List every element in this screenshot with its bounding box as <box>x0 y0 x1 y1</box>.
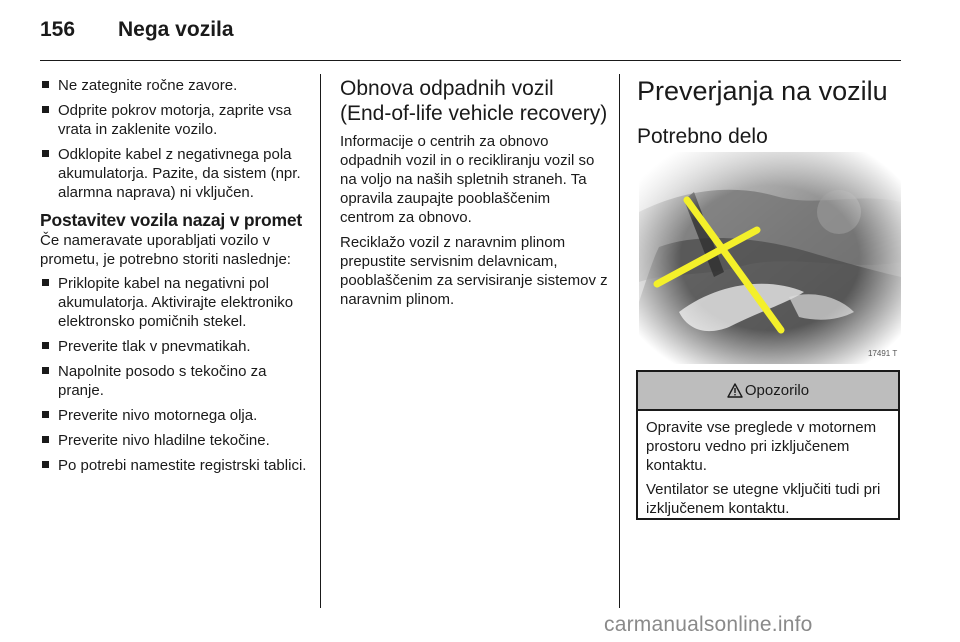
list-item: Po potrebi namestite registrski tablici. <box>40 456 312 475</box>
page-number: 156 <box>40 18 76 41</box>
page-title: Nega vozila <box>118 18 234 41</box>
paragraph: Reciklažo vozil z naravnim plinom prepustite servisnim delavnicam, pooblaščenim za servisiranje sistemov z naravnim plinom. <box>340 234 608 308</box>
list-item: Odprite pokrov motorja, zaprite vsa vrata in zaklenite vozilo. <box>40 101 312 139</box>
warning-body <box>638 411 898 518</box>
section-intro: Če nameravate uporabljati vozilo v prometu, je potrebno storiti naslednje: <box>40 232 291 268</box>
warning-box <box>636 370 900 520</box>
storage-steps-list <box>40 76 312 202</box>
warning-header <box>638 372 898 411</box>
section-heading-vehicle-recovery: Obnova odpadnih vozil (End-of-life vehicle recovery) <box>340 77 608 125</box>
section-heading-back-in-service: Postavitev vozila nazaj v promet <box>40 210 303 230</box>
engine-photo-illustration <box>639 152 901 364</box>
chapter-heading: Preverjanja na vozilu <box>637 76 888 106</box>
warning-title: Opozorilo <box>744 382 810 399</box>
engine-compartment-image <box>639 152 901 364</box>
list-item: Odklopite kabel z negativnega pola akumulatorja. Pazite, da sistem (npr. alarmna naprava) ni vključen. <box>40 145 312 202</box>
list-item: Preverite tlak v pnevmatikah. <box>40 337 312 356</box>
middle-column <box>340 76 608 315</box>
list-item: Preverite nivo hladilne tekočine. <box>40 431 312 450</box>
list-item: Ne zategnite ročne zavore. <box>40 76 312 95</box>
list-item: Priklopite kabel na negativni pol akumulatorja. Aktivirajte elektroniko elektronsko pomičnih stekel. <box>40 274 312 331</box>
section-heading-work-required: Potrebno delo <box>637 125 768 148</box>
warning-paragraph: Ventilator se utegne vključiti tudi pri izključenem kontaktu. <box>646 481 881 517</box>
list-item: Napolnite posodo s tekočino za pranje. <box>40 362 312 400</box>
column-divider-right <box>619 74 620 608</box>
header-rule <box>40 60 901 61</box>
warning-triangle-icon <box>727 383 743 398</box>
watermark: carmanualsonline.info <box>604 613 813 636</box>
list-item: Preverite nivo motornega olja. <box>40 406 312 425</box>
column-divider-left <box>320 74 321 608</box>
right-column <box>637 76 903 149</box>
warning-paragraph: Opravite vse preglede v motornem prostoru vedno pri izključenem kontaktu. <box>646 419 877 474</box>
left-column <box>40 76 312 481</box>
image-code: 17491 T <box>868 349 898 358</box>
paragraph: Informacije o centrih za obnovo odpadnih vozil in o recikliranju vozil so na voljo na naših spletnih straneh. Ta opravila zaupajte pooblaščenim centrom za obnovo. <box>340 133 595 226</box>
recommission-steps-list <box>40 274 312 475</box>
